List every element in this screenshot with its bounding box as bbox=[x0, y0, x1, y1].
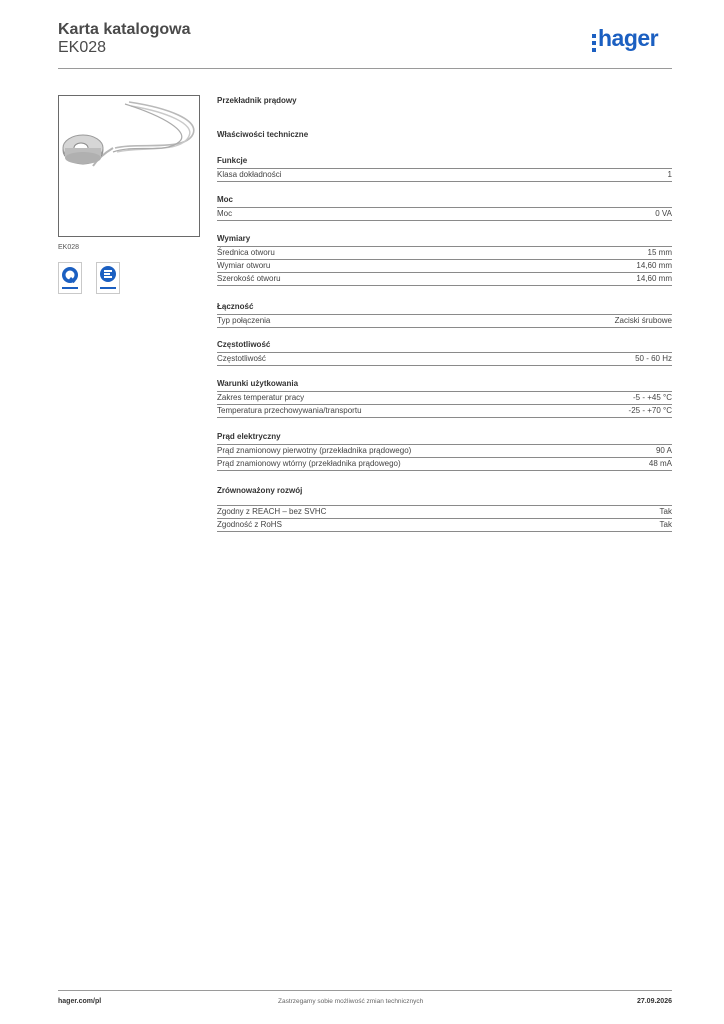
section-warunki bbox=[217, 378, 672, 418]
section-title: Funkcje bbox=[217, 155, 672, 169]
spec-row bbox=[217, 445, 672, 458]
energy-e-badge-icon bbox=[96, 262, 120, 294]
spec-row bbox=[217, 458, 672, 471]
spec-row bbox=[217, 519, 672, 532]
section-title: Częstotliwość bbox=[217, 339, 672, 353]
spec-value: 1 bbox=[667, 170, 672, 179]
logo-text: hager bbox=[598, 25, 659, 51]
spec-value: 15 mm bbox=[647, 248, 672, 257]
section-lacznosc bbox=[217, 301, 672, 328]
footer-date: 27.09.2026 bbox=[636, 998, 672, 1005]
footer-notice: Zastrzegamy sobie możliwość zmian technicznych bbox=[278, 998, 424, 1005]
spec-value: Tak bbox=[659, 507, 672, 516]
section-title: Łączność bbox=[217, 301, 672, 315]
spec-value: Zaciski śrubowe bbox=[614, 316, 672, 325]
section-funkcje bbox=[217, 155, 672, 182]
spec-label: Temperatura przechowywania/transportu bbox=[217, 406, 362, 415]
spec-row bbox=[217, 273, 672, 286]
footer-website-link[interactable]: hager.com/pl bbox=[58, 998, 102, 1005]
section-title: Warunki użytkowania bbox=[217, 378, 672, 392]
spec-value: -5 - +45 °C bbox=[633, 393, 672, 402]
spec-row bbox=[217, 260, 672, 273]
section-title: Zrównoważony rozwój bbox=[217, 486, 303, 495]
properties-title: Właściwości techniczne bbox=[217, 130, 309, 139]
spec-row bbox=[217, 353, 672, 366]
spec-label: Szerokość otworu bbox=[217, 274, 281, 283]
section-moc bbox=[217, 194, 672, 221]
section-wymiary bbox=[217, 233, 672, 286]
spec-label: Zgodny z REACH – bez SVHC bbox=[217, 507, 327, 516]
spec-label: Prąd znamionowy wtórny (przekładnika prądowego) bbox=[217, 459, 401, 468]
spec-value: 48 mA bbox=[648, 459, 672, 468]
spec-label: Klasa dokładności bbox=[217, 170, 282, 179]
spec-row bbox=[217, 208, 672, 221]
header-rule bbox=[58, 68, 672, 69]
spec-label: Częstotliwość bbox=[217, 354, 266, 363]
spec-label: Zakres temperatur pracy bbox=[217, 393, 305, 402]
spec-row bbox=[217, 169, 672, 182]
section-title: Wymiary bbox=[217, 233, 672, 247]
current-transformer-image bbox=[59, 96, 199, 236]
product-name: Przekładnik prądowy bbox=[217, 96, 297, 105]
section-prad bbox=[217, 431, 672, 471]
product-image bbox=[58, 95, 200, 237]
spec-value: -25 - +70 °C bbox=[628, 406, 672, 415]
header-title: Karta katalogowa bbox=[58, 21, 191, 38]
section-title: Moc bbox=[217, 194, 672, 208]
spec-value: 90 A bbox=[655, 446, 672, 455]
spec-label: Średnica otworu bbox=[217, 248, 275, 257]
spec-label: Prąd znamionowy pierwotny (przekładnika prądowego) bbox=[217, 446, 412, 455]
spec-row bbox=[217, 315, 672, 328]
spec-row bbox=[217, 392, 672, 405]
spec-row bbox=[217, 505, 672, 519]
section-rozwoj bbox=[217, 485, 672, 532]
spec-value: 50 - 60 Hz bbox=[635, 354, 672, 363]
spec-label: Typ połączenia bbox=[217, 316, 271, 325]
spec-row bbox=[217, 405, 672, 418]
spec-value: 14,60 mm bbox=[636, 274, 672, 283]
spec-row bbox=[217, 247, 672, 260]
spec-label: Wymiar otworu bbox=[217, 261, 271, 270]
logo-dots bbox=[592, 34, 597, 55]
footer-rule bbox=[58, 990, 672, 991]
section-czestotliwosc bbox=[217, 339, 672, 366]
section-title: Prąd elektryczny bbox=[217, 431, 672, 445]
spec-value: 14,60 mm bbox=[636, 261, 672, 270]
quality-q-badge-icon bbox=[58, 262, 82, 294]
product-caption: EK028 bbox=[58, 244, 80, 251]
product-code: EK028 bbox=[58, 39, 107, 56]
spec-label: Moc bbox=[217, 209, 233, 218]
spec-label: Zgodność z RoHS bbox=[217, 520, 282, 529]
spec-value: Tak bbox=[659, 520, 672, 529]
spec-value: 0 VA bbox=[655, 209, 672, 218]
